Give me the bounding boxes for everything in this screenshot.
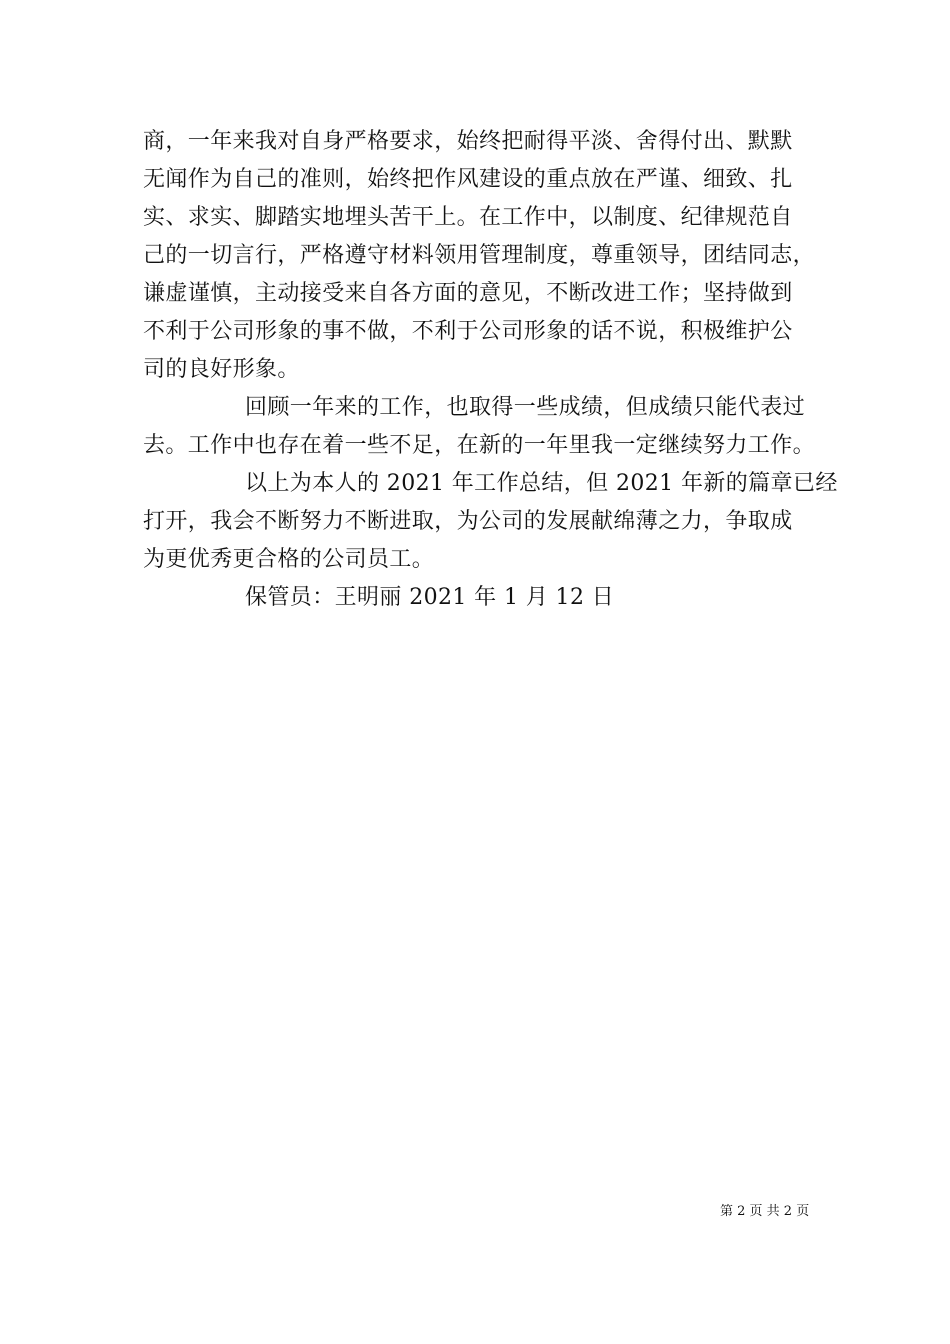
text-line: 谦虚谨慎，主动接受来自各方面的意见，不断改进工作；坚持做到	[143, 281, 793, 306]
text-line: 不利于公司形象的事不做，不利于公司形象的话不说，积极维护公	[143, 319, 793, 344]
paragraph-first-line: 以上为本人的 2021 年工作总结，但 2021 年新的篇章已经	[245, 471, 838, 496]
signature-line: 保管员：王明丽 2021 年 1 月 12 日	[245, 585, 615, 610]
text-line: 实、求实、脚踏实地埋头苦干上。在工作中，以制度、纪律规范自	[143, 205, 793, 230]
text-line: 司的良好形象。	[143, 357, 300, 382]
text-line: 去。工作中也存在着一些不足，在新的一年里我一定继续努力工作。	[143, 433, 816, 458]
text-line: 为更优秀更合格的公司员工。	[143, 547, 435, 572]
page-number: 第 2 页 共 2 页	[720, 1204, 810, 1219]
text-line: 打开，我会不断努力不断进取，为公司的发展献绵薄之力，争取成	[143, 509, 793, 534]
text-line: 商，一年来我对自身严格要求，始终把耐得平淡、舍得付出、默默	[143, 129, 793, 154]
paragraph-first-line: 回顾一年来的工作，也取得一些成绩，但成绩只能代表过	[245, 395, 806, 420]
text-line: 无闻作为自己的准则，始终把作风建设的重点放在严谨、细致、扎	[143, 167, 793, 192]
text-line: 己的一切言行，严格遵守材料领用管理制度，尊重领导，团结同志，	[143, 243, 816, 268]
